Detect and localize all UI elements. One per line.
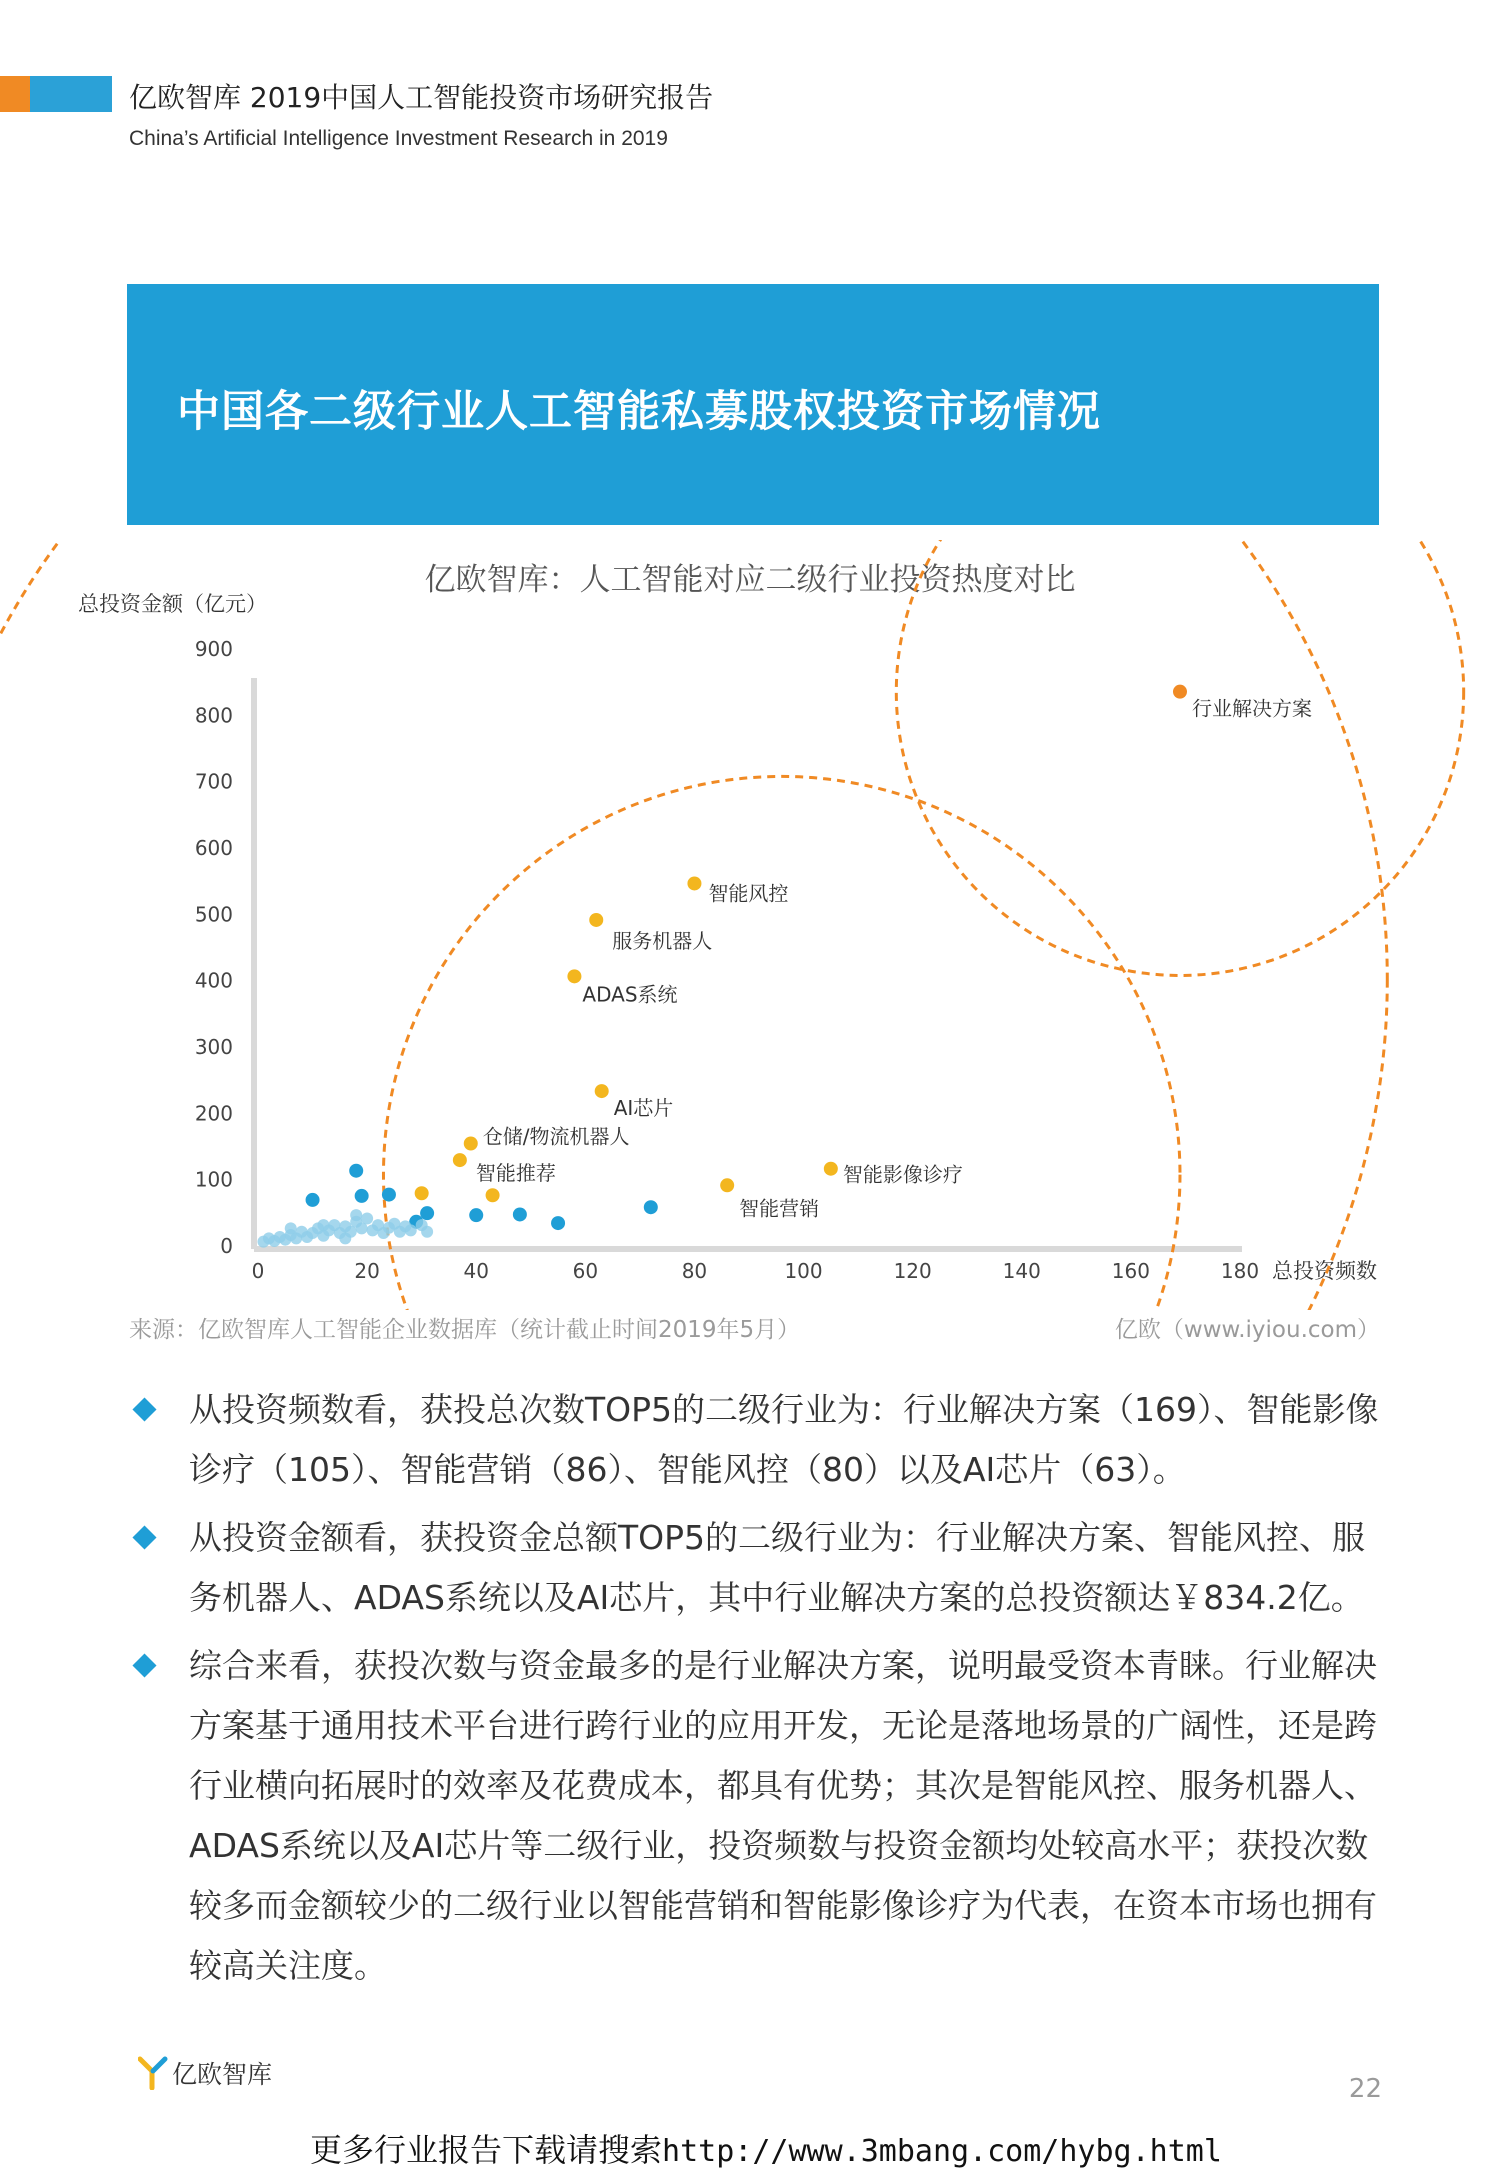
download-note [310, 2125, 1222, 2171]
download-link[interactable]: http://www.3mbang.com/hybg.html [662, 2134, 1222, 2169]
bullet-diamond-icon [132, 1525, 156, 1549]
data-point [317, 1219, 329, 1231]
bullet-diamond-icon [132, 1397, 156, 1421]
finding-item [130, 1636, 1380, 1996]
data-point-AI芯片 [595, 1084, 609, 1098]
finding-text: 从投资金额看，获投资金总额TOP5的二级行业为：行业解决方案、智能风控、服务机器人、ADAS系统以及AI芯片，其中行业解决方案的总投资额达￥834.2亿。 [189, 1518, 1366, 1617]
data-point [469, 1208, 483, 1222]
y-axis-label: 总投资金额（亿元） [78, 592, 267, 616]
point-label: AI芯片 [613, 1096, 674, 1121]
x-tick-label: 180 [1220, 1259, 1260, 1283]
point-label: 智能推荐 [475, 1161, 556, 1186]
data-point [486, 1188, 500, 1202]
finding-text: 综合来看，获投次数与资金最多的是行业解决方案，说明最受资本青睐。行业解决方案基于通用技术平台进行跨行业的应用开发，无论是落地场景的广阔性，还是跨行业横向拓展时的效率及花费成本，都具有优势；其次是智能风控、服务机器人、ADAS系统以及AI芯片等二级行业，投资频数与投资金额均处较高水平；获投次数较多而金额较少的二级行业以智能营销和智能影像诊疗为代表，在资本市场也拥有较高关注度。 [189, 1646, 1377, 1985]
data-point [382, 1188, 396, 1202]
y-tick-label: 800 [194, 703, 233, 728]
download-prefix: 更多行业报告下载请搜索 [310, 2131, 663, 2169]
data-point [349, 1164, 363, 1178]
y-tick-label: 700 [194, 769, 233, 794]
section-title: 中国各二级行业人工智能私募股权投资市场情况 [177, 387, 1101, 437]
group-circle-marketing-group [383, 776, 1180, 1310]
section-banner [127, 284, 1379, 525]
x-axis-label: 总投资频数 [1272, 1259, 1377, 1283]
findings-list [130, 1380, 1380, 2004]
y-tick-label: 900 [194, 637, 233, 661]
point-label: 服务机器人 [612, 928, 713, 953]
data-point [361, 1212, 373, 1224]
point-label: 智能营销 [739, 1196, 820, 1221]
finding-item [130, 1380, 1380, 1500]
data-point [420, 1206, 434, 1220]
data-point [306, 1193, 320, 1207]
y-tick-label: 0 [220, 1234, 233, 1258]
data-points [257, 685, 1187, 1248]
y-tick-label: 400 [194, 968, 233, 993]
data-point-智能营销 [720, 1178, 734, 1192]
y-tick-label: 500 [194, 902, 233, 927]
point-label: 仓储/物流机器人 [482, 1124, 630, 1149]
data-point [339, 1232, 351, 1244]
chart-title: 亿欧智库：人工智能对应二级行业投资热度对比 [424, 562, 1076, 598]
source-website: 亿欧（www.iyiou.com） [1114, 1317, 1380, 1343]
report-subtitle: China’s Artificial Intelligence Investment Research in 2019 [129, 127, 668, 150]
brand-logo [138, 2056, 272, 2090]
x-tick-label: 100 [784, 1259, 823, 1283]
x-tick-label: 40 [463, 1259, 489, 1283]
bullet-diamond-icon [132, 1653, 156, 1677]
data-point [551, 1216, 565, 1230]
finding-item [130, 1508, 1380, 1628]
finding-text: 从投资频数看，获投总次数TOP5的二级行业为：行业解决方案（169）、智能影像诊疗（105）、智能营销（86）、智能风控（80）以及AI芯片（63）。 [189, 1390, 1379, 1489]
data-point [405, 1224, 417, 1236]
page-number: 22 [1348, 2074, 1382, 2104]
scatter-chart [0, 540, 1500, 1310]
data-point-智能风控 [687, 876, 701, 890]
data-point [355, 1189, 369, 1203]
x-tick-label: 80 [681, 1259, 708, 1283]
report-title: 亿欧智库 2019中国人工智能投资市场研究报告 [129, 81, 714, 114]
data-point [350, 1209, 362, 1221]
data-point-ADAS系统 [567, 969, 581, 983]
y-tick-label: 200 [194, 1101, 233, 1126]
logo-y-icon [138, 2056, 168, 2090]
x-tick-label: 20 [354, 1259, 380, 1283]
point-label: 智能风控 [708, 881, 789, 906]
group-circle-top-group [896, 540, 1463, 975]
data-point [513, 1207, 527, 1221]
header-accent-orange [0, 76, 30, 112]
logo-text: 亿欧智库 [172, 2060, 273, 2089]
point-label: 智能影像诊疗 [842, 1162, 963, 1187]
y-tick-label: 600 [194, 836, 233, 860]
x-tick-label: 140 [1002, 1259, 1041, 1283]
x-tick-label: 160 [1111, 1259, 1150, 1283]
x-tick-label: 0 [251, 1259, 265, 1283]
data-point [285, 1222, 297, 1234]
data-point-仓储/物流机器人 [464, 1137, 478, 1151]
header-accent-blue [30, 76, 112, 112]
data-point-智能推荐 [453, 1153, 467, 1167]
x-tick-label: 120 [893, 1259, 932, 1283]
x-tick-label: 60 [572, 1259, 599, 1283]
point-label: 行业解决方案 [1191, 696, 1312, 721]
data-point-行业解决方案 [1173, 685, 1187, 699]
source-note: 来源：亿欧智库人工智能企业数据库（统计截止时间2019年5月） [129, 1317, 801, 1343]
data-point-智能影像诊疗 [824, 1162, 838, 1176]
y-tick-label: 100 [194, 1167, 233, 1192]
data-point-服务机器人 [589, 913, 603, 927]
point-labels [476, 697, 1312, 1221]
data-point [644, 1200, 658, 1214]
y-tick-label: 300 [194, 1035, 233, 1059]
point-label: ADAS系统 [582, 982, 678, 1007]
data-point [421, 1226, 433, 1238]
data-point [415, 1186, 429, 1200]
